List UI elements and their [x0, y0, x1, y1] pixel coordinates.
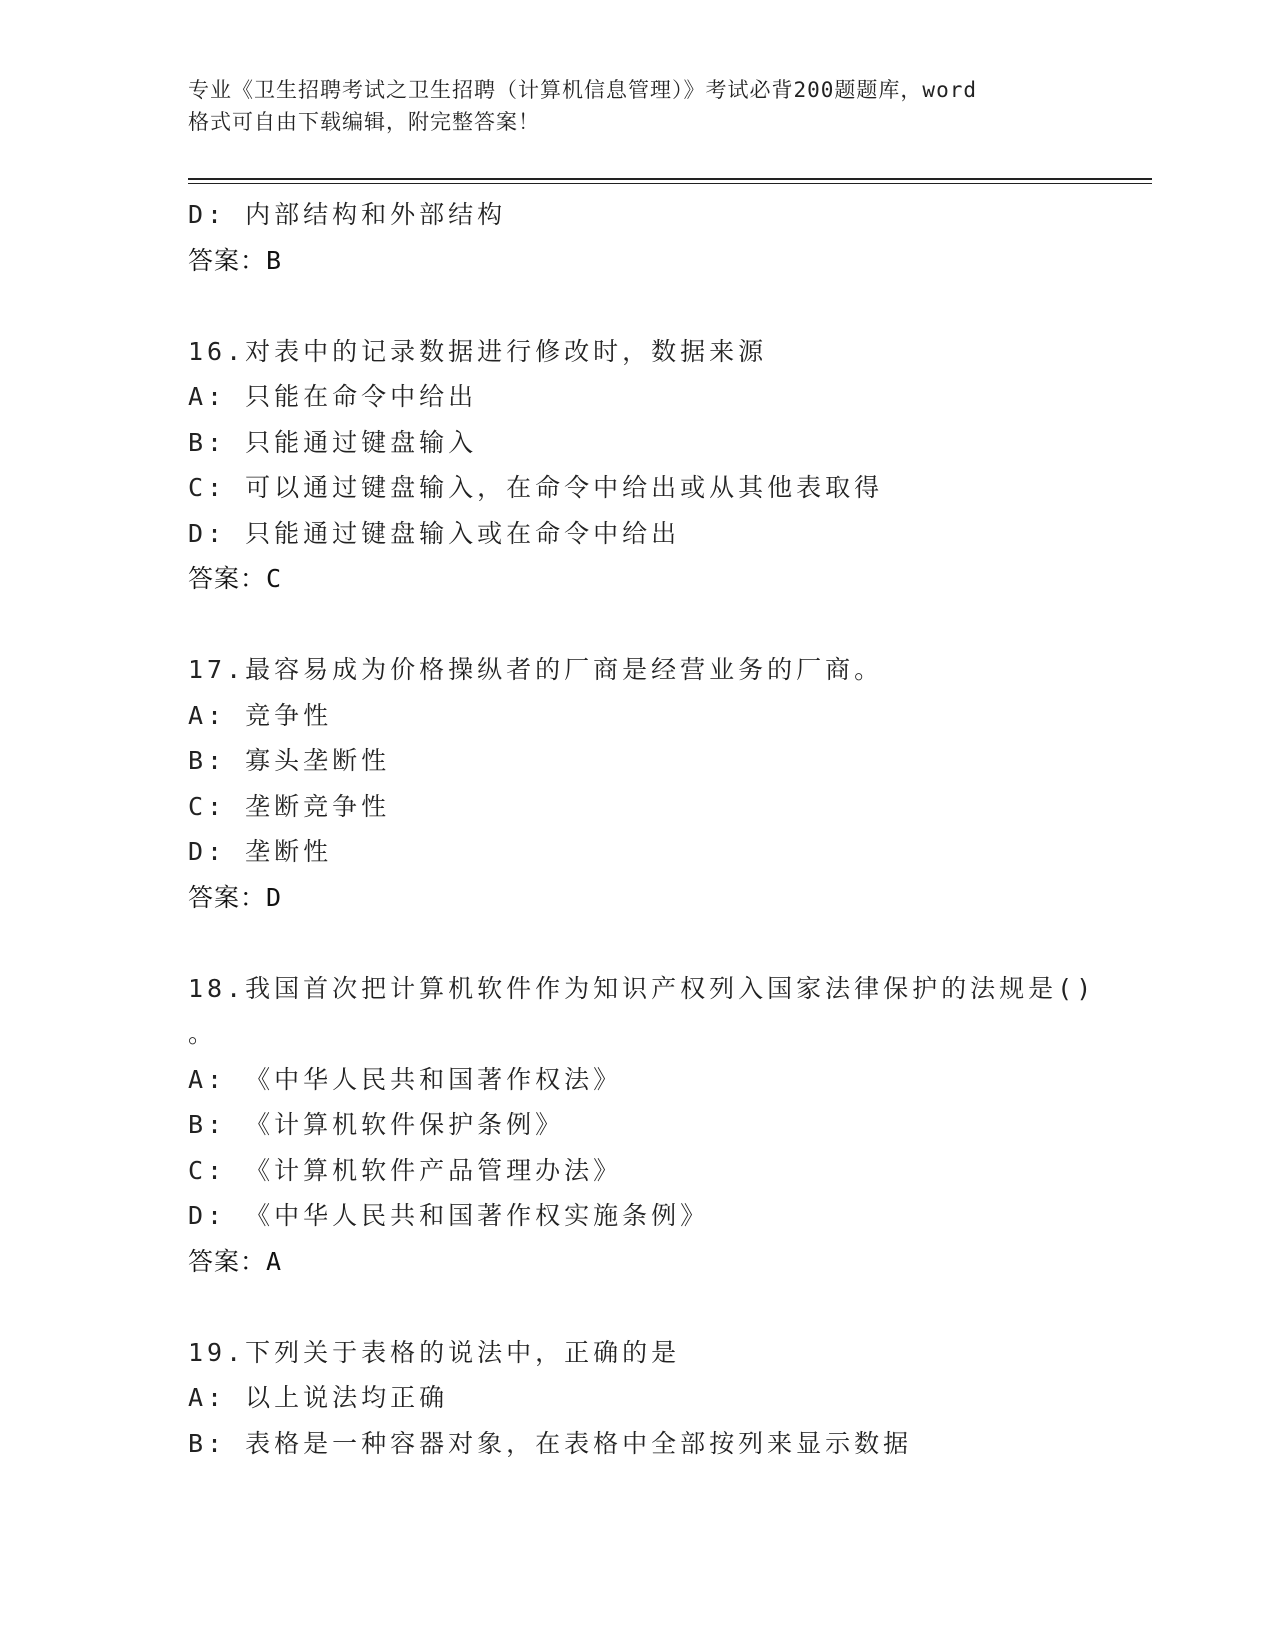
- question-17-option-a: A: 竞争性: [188, 700, 333, 730]
- answer-value: B: [266, 245, 283, 275]
- question-18-option-a: A: 《中华人民共和国著作权法》: [188, 1064, 623, 1094]
- question-16-option-c: C: 可以通过键盘输入，在命令中给出或从其他表取得: [188, 473, 884, 502]
- question-18-option-c: C: 《计算机软件产品管理办法》: [188, 1155, 623, 1185]
- answer-label: 答案：: [188, 564, 267, 593]
- header-divider: [188, 178, 1152, 184]
- question-18-stem-continuation: 。: [188, 1019, 214, 1048]
- header-title-line-2: 格式可自由下载编辑，附完整答案！: [188, 110, 540, 134]
- answer-value: C: [266, 564, 283, 593]
- question-17-stem: 17.最容易成为价格操纵者的厂商是经营业务的厂商。: [188, 655, 884, 684]
- answer-label: 答案：: [188, 882, 267, 912]
- question-16-option-a: A: 只能在命令中给出: [188, 382, 478, 411]
- answer-label: 答案：: [188, 1246, 267, 1276]
- question-19-option-a: A: 以上说法均正确: [188, 1383, 449, 1412]
- question-16-answer: [188, 556, 1118, 602]
- question-16-option-d: D: 只能通过键盘输入或在命令中给出: [188, 518, 681, 548]
- spacer: [188, 1284, 1118, 1330]
- question-18-option-b: B: 《计算机软件保护条例》: [188, 1110, 565, 1139]
- question-16-stem: 16.对表中的记录数据进行修改时，数据来源: [188, 336, 768, 366]
- question-17-option-b: B: 寡头垄断性: [188, 746, 391, 775]
- document-header: [188, 74, 1108, 138]
- question-19-stem: 19.下列关于表格的说法中，正确的是: [188, 1337, 681, 1367]
- spacer: [188, 283, 1118, 329]
- answer-label: 答案：: [188, 245, 267, 275]
- question-16-option-b: B: 只能通过键盘输入: [188, 427, 478, 457]
- question-17-option-c: C: 垄断竞争性: [188, 791, 391, 821]
- answer-value: D: [266, 882, 283, 912]
- question-17-option-d: D: 垄断性: [188, 837, 333, 866]
- prev-answer: [188, 238, 1118, 284]
- prev-option-d: D: 内部结构和外部结构: [188, 200, 507, 229]
- question-19-option-b: B: 表格是一种容器对象，在表格中全部按列来显示数据: [188, 1428, 913, 1458]
- answer-value: A: [266, 1246, 283, 1276]
- question-17-answer: [188, 875, 1118, 921]
- spacer: [188, 920, 1118, 966]
- question-18-answer: [188, 1239, 1118, 1285]
- question-18-option-d: D: 《中华人民共和国著作权实施条例》: [188, 1201, 710, 1230]
- header-title-line-1: 专业《卫生招聘考试之卫生招聘（计算机信息管理）》考试必背200题题库，word: [188, 78, 977, 102]
- question-18-stem: 18.我国首次把计算机软件作为知识产权列入国家法律保护的法规是(): [188, 973, 1096, 1003]
- question-list: [188, 192, 1118, 1466]
- spacer: [188, 602, 1118, 648]
